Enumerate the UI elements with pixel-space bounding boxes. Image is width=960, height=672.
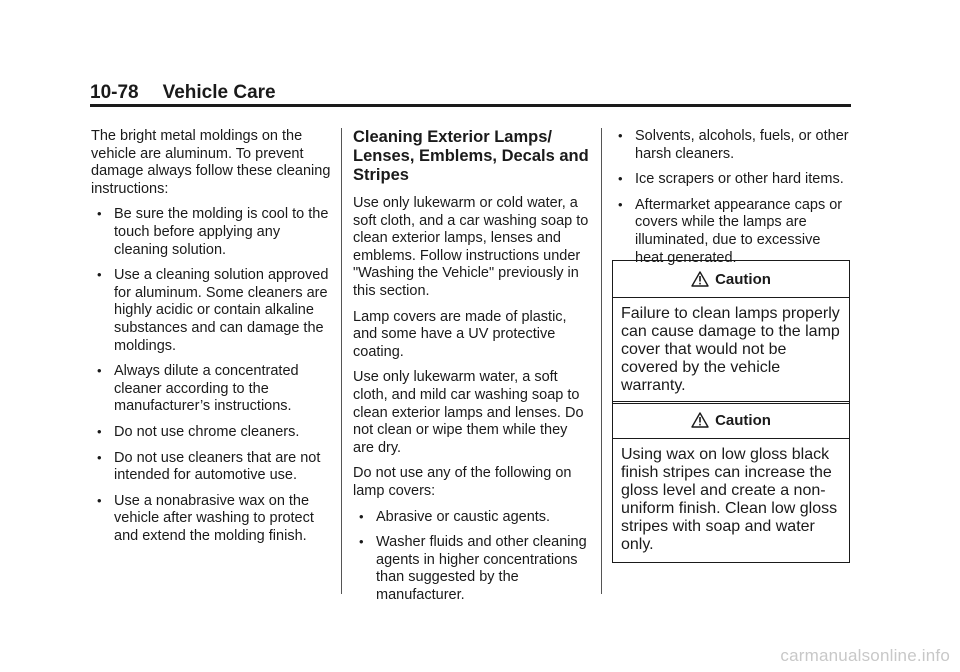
bullet-icon: • bbox=[618, 171, 623, 187]
warning-triangle-icon bbox=[691, 271, 709, 287]
caution-header bbox=[613, 261, 849, 298]
bullet-icon: • bbox=[97, 492, 102, 508]
list-item: • Washer fluids and other cleaning agents in higher concentrations than suggested by the manufacturer. bbox=[359, 534, 587, 603]
bullet-icon: • bbox=[97, 267, 102, 283]
bullet-icon: • bbox=[97, 423, 102, 439]
caution-title: Caution bbox=[715, 270, 771, 288]
list-item: • Be sure the molding is cool to the touch before applying any cleaning solution. bbox=[97, 206, 329, 258]
column-divider bbox=[601, 128, 602, 594]
caution-box bbox=[612, 260, 850, 404]
section-title: Vehicle Care bbox=[162, 82, 276, 103]
list-item: • Always dilute a concentrated cleaner according to the manufacturer’s instructions. bbox=[97, 363, 299, 415]
caution-text: Using wax on low gloss black finish stripes can increase the gloss level and create a non-uniform finish. Clean low gloss stripes with soap and water only. bbox=[621, 446, 838, 553]
caution-box bbox=[612, 401, 850, 563]
list-item: • Abrasive or caustic agents. bbox=[359, 508, 551, 525]
page-number: 10-78 bbox=[90, 82, 139, 103]
bullet-icon: • bbox=[618, 128, 623, 143]
paragraph: Lamp covers are made of plastic, and some have a UV protective coating. bbox=[353, 308, 567, 360]
page-header bbox=[90, 82, 850, 104]
paragraph: Use only lukewarm water, a soft cloth, and mild car washing soap to clean exterior lamps and lenses. Do not clean or wipe them while they are dry. bbox=[353, 369, 584, 456]
bullet-icon: • bbox=[97, 449, 102, 465]
header-rule bbox=[90, 104, 851, 107]
column-1 bbox=[91, 128, 331, 553]
list-item: • Use a nonabrasive wax on the vehicle after washing to protect and extend the molding finish. bbox=[97, 492, 314, 544]
caution-text: Failure to clean lamps properly can cause damage to the lamp cover that would not be covered by the vehicle warranty. bbox=[621, 305, 840, 394]
intro-paragraph: The bright metal moldings on the vehicle are aluminum. To prevent damage always follow these cleaning instructions: bbox=[91, 128, 331, 197]
list-item: • Aftermarket appearance caps or covers while the lamps are illuminated, due to excessive heat generated. bbox=[618, 196, 843, 266]
paragraph: Use only lukewarm or cold water, a soft cloth, and a car washing soap to clean exterior lamps, lenses and emblems. Follow instructions under "Washing the Vehicle" previously in this section. bbox=[353, 195, 589, 299]
list-item: • Do not use chrome cleaners. bbox=[97, 423, 300, 440]
bullet-icon: • bbox=[618, 196, 623, 212]
warning-triangle-icon bbox=[691, 412, 709, 428]
bullet-icon: • bbox=[359, 508, 364, 524]
molding-bullet-list bbox=[91, 206, 331, 545]
watermark: carmanualsonline.info bbox=[780, 646, 950, 665]
caution-header bbox=[613, 402, 849, 439]
column-divider bbox=[341, 128, 342, 594]
column-3 bbox=[612, 128, 852, 275]
list-item: • Ice scrapers or other hard items. bbox=[618, 171, 844, 188]
lamps-heading: Cleaning Exterior Lamps/ Lenses, Emblems, Decals and Stripes bbox=[353, 128, 589, 184]
column-2 bbox=[353, 128, 590, 612]
list-item: • Use a cleaning solution approved for aluminum. Some cleaners are highly acidic or contain alkaline substances and can damage the moldings. bbox=[97, 267, 329, 354]
paragraph: Do not use any of the following on lamp covers: bbox=[353, 465, 572, 499]
lamp-bullet-list-continued bbox=[612, 128, 852, 267]
caution-title: Caution bbox=[715, 411, 771, 429]
lamp-bullet-list bbox=[353, 509, 590, 605]
bullet-icon: • bbox=[359, 534, 364, 550]
bullet-icon: • bbox=[97, 206, 102, 222]
list-item: • Solvents, alcohols, fuels, or other harsh cleaners. bbox=[618, 128, 849, 162]
bullet-icon: • bbox=[97, 363, 102, 379]
list-item: • Do not use cleaners that are not intended for automotive use. bbox=[97, 449, 321, 484]
